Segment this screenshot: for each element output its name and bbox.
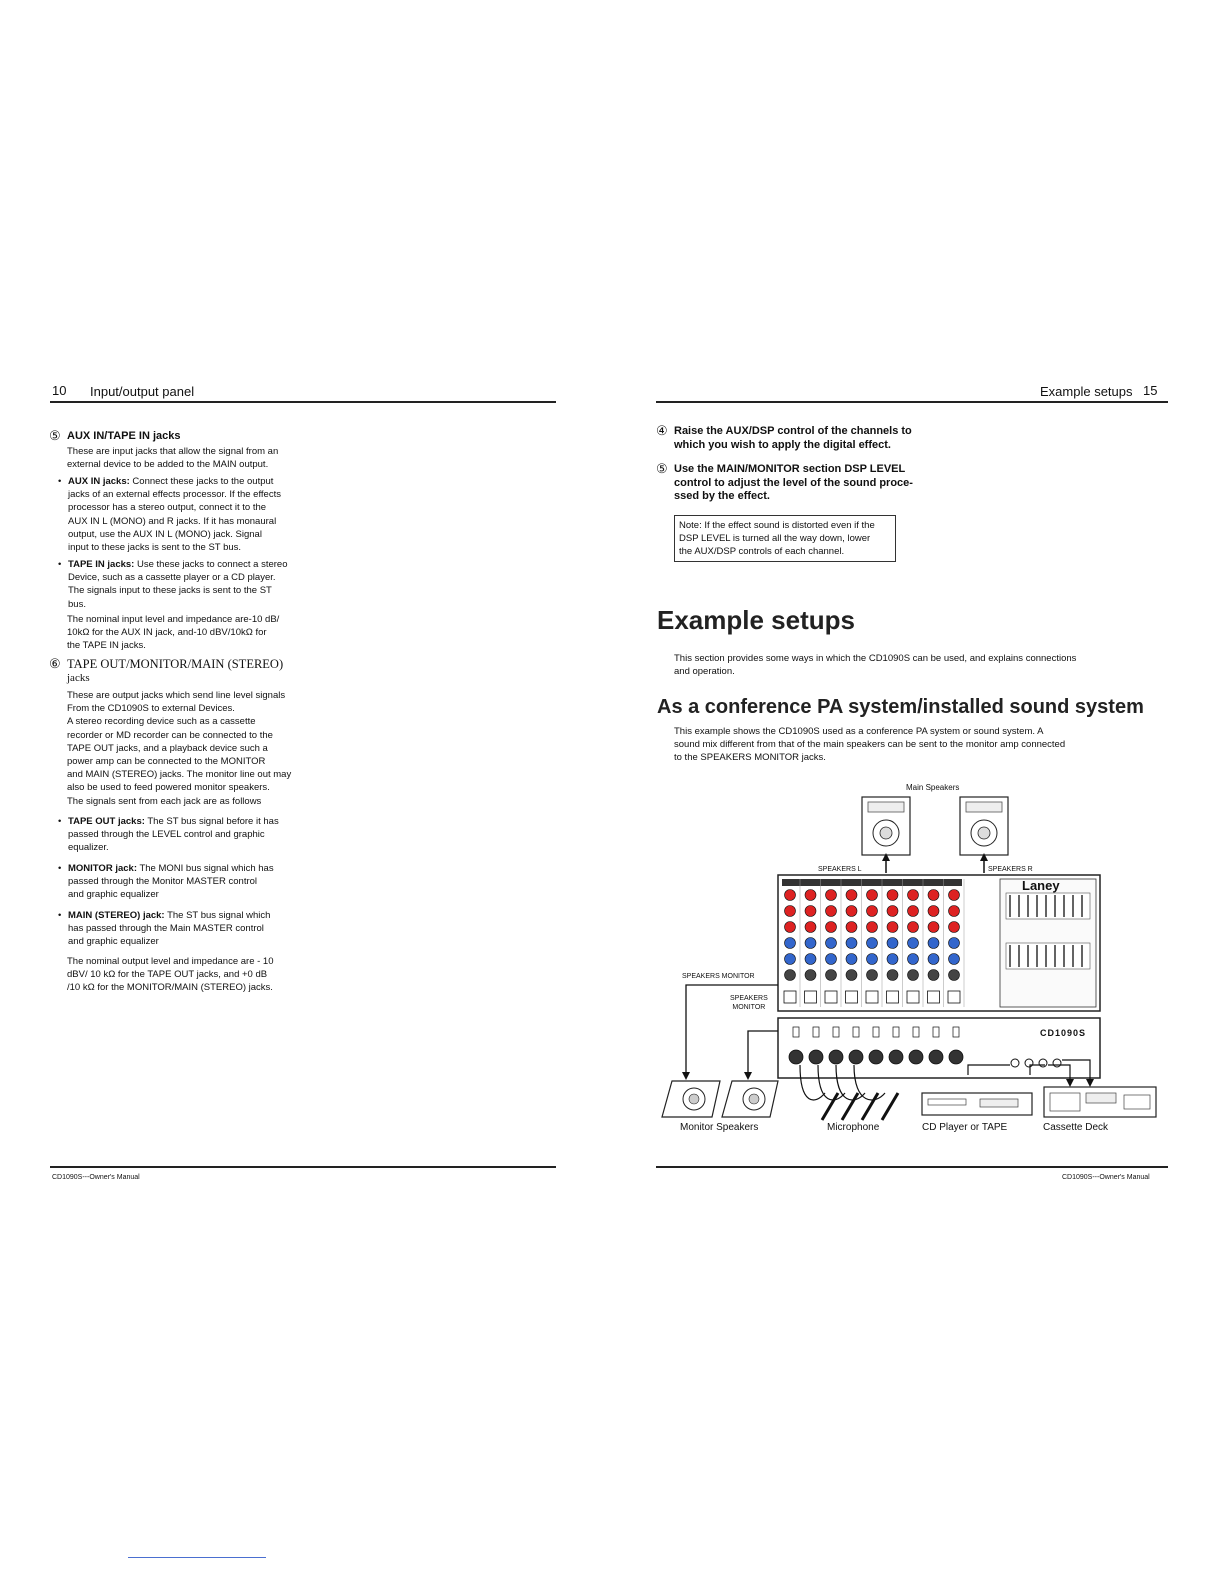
right-footer: CD1090S---Owner's Manual — [1062, 1174, 1150, 1181]
mixer-knob-icon — [908, 970, 919, 981]
mixer-knob-icon — [949, 922, 960, 933]
mixer-knob-icon — [846, 922, 857, 933]
speakers-monitor-label-2 — [730, 994, 768, 1012]
mixer-knob-icon — [785, 954, 796, 965]
mixer-brand-logo: Laney — [1022, 878, 1060, 893]
mixer-knob-icon — [805, 906, 816, 917]
rca-jack-icon — [1053, 1059, 1061, 1067]
mixer-knob-icon — [846, 938, 857, 949]
text-line: TAPE OUT jacks, and a playback device such a — [67, 742, 268, 754]
item5-bullet-tape — [58, 558, 318, 611]
setup-diagram-svg — [650, 775, 1170, 1145]
mixer-knob-icon — [826, 922, 837, 933]
text-line: has passed through the Main MASTER control — [68, 923, 264, 935]
mixer-knob-icon — [785, 938, 796, 949]
mixer-knob-icon — [887, 922, 898, 933]
step5-text — [674, 463, 913, 504]
mixer-knob-icon — [867, 890, 878, 901]
mixer-fader-icon — [928, 991, 940, 1003]
mixer-knob-icon — [887, 970, 898, 981]
text-line: Raise the AUX/DSP control of the channels to — [674, 425, 912, 437]
item5-heading: AUX IN/TAPE IN jacks — [67, 430, 181, 442]
speakers-r-label: SPEAKERS R — [988, 866, 1033, 873]
bullet-icon: • — [58, 476, 62, 487]
text-line: the AUX/DSP controls of each channel. — [679, 546, 845, 557]
bullet-term: MAIN (STEREO) jack: — [68, 910, 165, 921]
bullet-icon: • — [58, 559, 62, 570]
left-footer-rule — [50, 1166, 556, 1168]
mixer-knob-icon — [949, 954, 960, 965]
mixer-knob-icon — [908, 922, 919, 933]
mixer-knob-icon — [785, 890, 796, 901]
text-line: The ST bus signal before it has — [147, 816, 279, 827]
rca-jack-icon — [1039, 1059, 1047, 1067]
mixer-fader-icon — [887, 991, 899, 1003]
text-line: The ST bus signal which — [167, 910, 271, 921]
arrow-monitor-2-icon — [744, 1072, 752, 1080]
mixer-knob-icon — [867, 922, 878, 933]
trs-jack-icon — [913, 1027, 919, 1037]
mixer-fader-icon — [846, 991, 858, 1003]
step4-text — [674, 425, 912, 452]
trs-jack-icon — [873, 1027, 879, 1037]
mixer-knob-icon — [785, 922, 796, 933]
text-line: Connect these jacks to the output — [132, 476, 274, 487]
text-line: and operation. — [674, 666, 735, 678]
item6-level-note — [67, 955, 317, 995]
text-line: power amp can be connected to the MONITOR — [67, 756, 266, 768]
mixer-rear-panel — [778, 1018, 1100, 1078]
left-footer: CD1090S---Owner's Manual — [52, 1174, 140, 1181]
text-line: jacks of an external effects processor. If the effects — [68, 489, 281, 501]
rca-jack-icon — [1025, 1059, 1033, 1067]
text-line: recorder or MD recorder can be connected to the — [67, 729, 273, 741]
mixer-knob-icon — [826, 938, 837, 949]
mixer-knob-icon — [908, 938, 919, 949]
right-footer-rule — [656, 1166, 1168, 1168]
mixer-knob-icon — [867, 954, 878, 965]
trs-jack-icon — [893, 1027, 899, 1037]
mixer-knob-icon — [805, 890, 816, 901]
xlr-jack-icon — [889, 1050, 903, 1064]
text-line: AUX IN L (MONO) and R jacks. If it has monaural — [68, 515, 277, 527]
text-line: and graphic equalizer — [68, 936, 159, 948]
xlr-jack-icon — [809, 1050, 823, 1064]
item6-bullet-monitor — [58, 862, 318, 902]
item5-level-note — [67, 613, 317, 653]
mixer-knob-icon — [826, 906, 837, 917]
text-line: output, use the AUX IN L (MONO) jack. Signal — [68, 528, 262, 540]
item6-bullet-tape-out — [58, 815, 318, 855]
mixer-knob-icon — [805, 938, 816, 949]
mixer-knob-icon — [908, 906, 919, 917]
text-line: processor has a stereo output, connect it to the — [68, 502, 267, 514]
left-page-number: 10 — [52, 383, 67, 398]
mixer-knob-icon — [846, 906, 857, 917]
text-line: equalizer. — [68, 842, 109, 854]
text-line: This section provides some ways in which the CD1090S can be used, and explains connections — [674, 653, 1077, 664]
bullet-term: AUX IN jacks: — [68, 476, 130, 487]
mixer-knob-icon — [867, 938, 878, 949]
xlr-jack-icon — [949, 1050, 963, 1064]
mixer-fader-icon — [805, 991, 817, 1003]
text-line: external device to be added to the MAIN output. — [67, 459, 269, 471]
text-line: sound mix different from that of the main speakers can be sent to the monitor amp connected — [674, 739, 1066, 751]
main-speaker-left-icon — [862, 797, 910, 855]
mixer-knob-icon — [887, 938, 898, 949]
bullet-icon: • — [58, 910, 62, 921]
mixer-knob-icon — [908, 890, 919, 901]
mixer-knob-icon — [887, 906, 898, 917]
caption-cassette-deck: Cassette Deck — [1043, 1122, 1109, 1133]
trs-jack-icon — [953, 1027, 959, 1037]
mixer-knob-icon — [805, 954, 816, 965]
mixer-knob-icon — [949, 938, 960, 949]
text-line: to the SPEAKERS MONITOR jacks. — [674, 752, 826, 764]
mixer-fader-icon — [784, 991, 796, 1003]
mixer-knob-icon — [846, 970, 857, 981]
xlr-jack-icon — [869, 1050, 883, 1064]
text-line: The signals sent from each jack are as follows — [67, 795, 262, 807]
mixer-fader-icon — [948, 991, 960, 1003]
subsection-intro — [674, 725, 1154, 765]
text-line: input to these jacks is sent to the ST bus. — [68, 542, 242, 554]
xlr-jack-icon — [929, 1050, 943, 1064]
mixer-knob-icon — [826, 954, 837, 965]
bullet-icon: • — [58, 816, 62, 827]
section-intro — [674, 652, 1154, 678]
speakers-l-label: SPEAKERS L — [818, 866, 862, 873]
mixer-knob-icon — [928, 890, 939, 901]
text-line: These are output jacks which send line level signals — [67, 690, 286, 701]
trs-jack-icon — [933, 1027, 939, 1037]
text-line: The MONI bus signal which has — [139, 863, 274, 874]
mixer-knob-icon — [867, 970, 878, 981]
text-line: TAPE OUT/MONITOR/MAIN (STEREO) — [67, 657, 284, 671]
trs-jack-icon — [833, 1027, 839, 1037]
item6-heading — [67, 657, 283, 685]
section-heading: Example setups — [657, 605, 855, 635]
main-speakers-label: Main Speakers — [906, 783, 960, 792]
caption-microphone: Microphone — [827, 1122, 880, 1133]
text-line: which you wish to apply the digital effect. — [674, 438, 891, 451]
mixer-knob-icon — [928, 954, 939, 965]
mixer-knob-icon — [949, 890, 960, 901]
bullet-term: TAPE OUT jacks: — [68, 816, 145, 827]
xlr-jack-icon — [789, 1050, 803, 1064]
text-line: also be used to feed powered monitor speakers. — [67, 782, 270, 794]
arrow-monitor-1-icon — [682, 1072, 690, 1080]
text-line: jacks — [67, 672, 90, 684]
mixer-knob-icon — [805, 922, 816, 933]
setup-diagram — [650, 775, 1170, 1145]
step4-number: ④ — [656, 423, 668, 438]
xlr-jack-icon — [829, 1050, 843, 1064]
arrow-speakers-r-icon — [980, 853, 988, 873]
text-line: SPEAKERS — [730, 995, 768, 1002]
text-line: Use these jacks to connect a stereo — [137, 559, 288, 570]
mixer-knob-icon — [826, 890, 837, 901]
mixer-knob-icon — [846, 954, 857, 965]
right-page-number: 15 — [1143, 383, 1158, 398]
section-subheading: As a conference PA system/installed sound system — [657, 696, 1144, 718]
bullet-icon: • — [58, 863, 62, 874]
text-line: Use the MAIN/MONITOR section DSP LEVEL — [674, 463, 906, 475]
text-line: These are input jacks that allow the signal from an — [67, 446, 279, 457]
mixer-knob-icon — [928, 938, 939, 949]
trs-jack-icon — [813, 1027, 819, 1037]
text-line: DSP LEVEL is turned all the way down, lower — [679, 533, 871, 544]
caption-cd-player: CD Player or TAPE — [922, 1122, 1008, 1133]
text-line: the TAPE IN jacks. — [67, 640, 146, 652]
text-line: and MAIN (STEREO) jacks. The monitor line out may — [67, 769, 292, 781]
mixer-knob-icon — [867, 906, 878, 917]
step5-number: ⑤ — [656, 461, 668, 476]
mixer-knob-icon — [908, 954, 919, 965]
text-line: Device, such as a cassette player or a CD player. — [68, 572, 276, 584]
text-line: Note: If the effect sound is distorted even if the — [679, 520, 875, 531]
mixer-top-panel — [778, 875, 1100, 1011]
item6-intro — [67, 689, 317, 808]
text-line: passed through the LEVEL control and graphic — [68, 829, 265, 841]
item6-number: ⑥ — [49, 656, 61, 671]
mixer-fader-icon — [825, 991, 837, 1003]
speakers-monitor-label: SPEAKERS MONITOR — [682, 973, 755, 980]
trs-jack-icon — [793, 1027, 799, 1037]
mixer-knob-icon — [928, 922, 939, 933]
mixer-knob-icon — [826, 970, 837, 981]
mixer-knob-icon — [887, 890, 898, 901]
xlr-jack-icon — [849, 1050, 863, 1064]
item5-number: ⑤ — [49, 428, 61, 443]
left-header-rule — [50, 401, 556, 403]
bullet-term: TAPE IN jacks: — [68, 559, 135, 570]
text-line: control to adjust the level of the sound proce- — [674, 476, 913, 489]
mixer-fader-icon — [866, 991, 878, 1003]
text-line: passed through the Monitor MASTER control — [68, 876, 258, 888]
mixer-knob-icon — [785, 906, 796, 917]
text-line: From the CD1090S to external Devices. — [67, 703, 235, 715]
bullet-term: MONITOR jack: — [68, 863, 137, 874]
left-page-title: Input/output panel — [90, 384, 195, 399]
text-line: bus. — [68, 598, 86, 610]
caption-monitor-speakers: Monitor Speakers — [680, 1122, 759, 1133]
text-line: The signals input to these jacks is sent to the ST — [68, 585, 272, 597]
mixer-knob-icon — [928, 906, 939, 917]
mixer-knob-icon — [846, 890, 857, 901]
mixer-knob-icon — [949, 906, 960, 917]
item5-intro — [67, 445, 307, 471]
item6-bullet-main — [58, 909, 318, 949]
text-line: and graphic equalizer — [68, 889, 159, 901]
right-page-title: Example setups — [1040, 384, 1133, 399]
bottom-link-underline — [128, 1557, 266, 1558]
text-line: dBV/ 10 kΩ for the TAPE OUT jacks, and +0 dB — [67, 969, 268, 981]
mixer-fader-icon — [907, 991, 919, 1003]
xlr-jack-icon — [909, 1050, 923, 1064]
text-line: This example shows the CD1090S used as a conference PA system or sound system. A — [674, 726, 1044, 737]
item5-bullet-aux — [58, 475, 318, 554]
mixer-knob-icon — [785, 970, 796, 981]
mixer-knob-icon — [887, 954, 898, 965]
text-line: MONITOR — [732, 1004, 766, 1011]
note-box — [674, 515, 896, 562]
mixer-knob-icon — [928, 970, 939, 981]
right-header-rule — [656, 401, 1168, 403]
text-line: 10kΩ for the AUX IN jack, and-10 dBV/10kΩ for — [67, 627, 267, 639]
monitor-speaker-icon — [662, 1081, 778, 1117]
mixer-model-label: CD1090S — [1040, 1028, 1087, 1038]
text-line: The nominal output level and impedance are - 10 — [67, 956, 274, 967]
text-line: The nominal input level and impedance are-10 dB/ — [67, 614, 280, 625]
text-line: /10 kΩ for the MONITOR/MAIN (STEREO) jacks. — [67, 982, 273, 994]
main-speaker-right-icon — [960, 797, 1008, 855]
mixer-knob-icon — [805, 970, 816, 981]
text-line: ssed by the effect. — [674, 490, 770, 502]
text-line: A stereo recording device such as a cassette — [67, 716, 256, 728]
arrow-speakers-l-icon — [882, 853, 890, 873]
trs-jack-icon — [853, 1027, 859, 1037]
mixer-knob-icon — [949, 970, 960, 981]
rca-jack-icon — [1011, 1059, 1019, 1067]
